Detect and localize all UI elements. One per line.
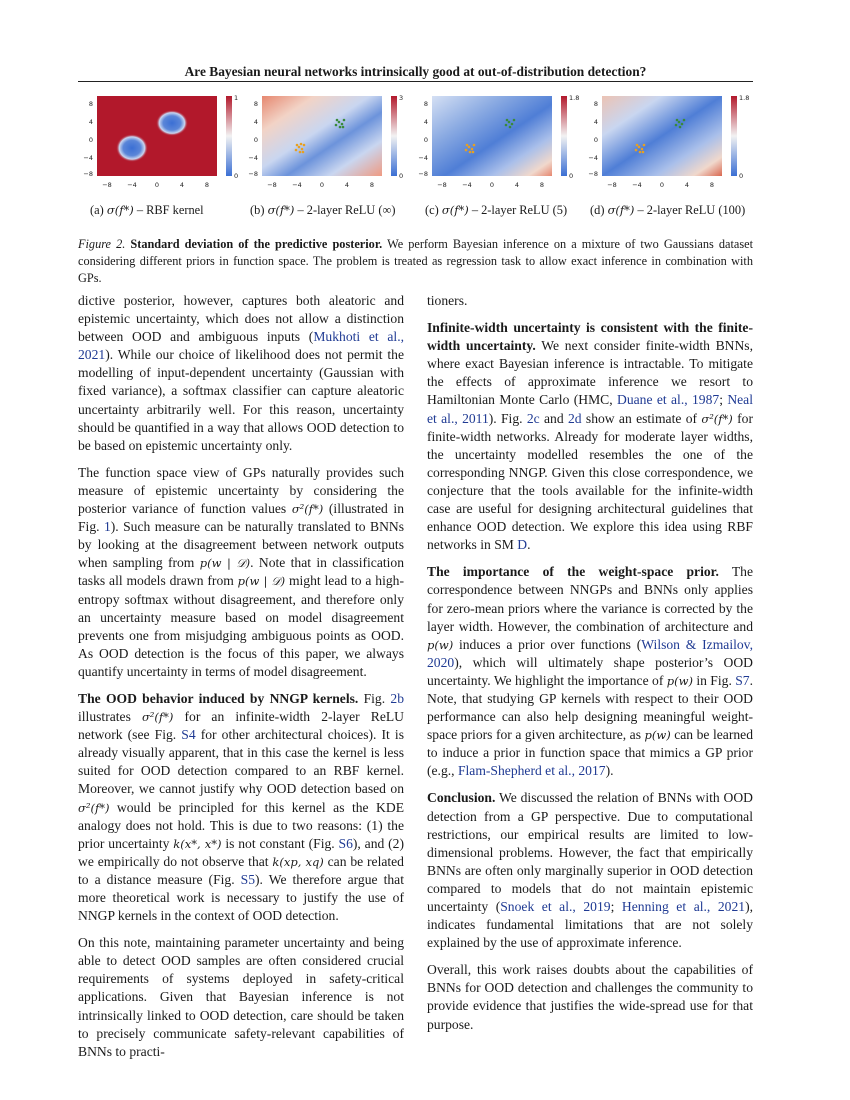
colorbar-max: 1.8 bbox=[569, 94, 580, 102]
citation-link[interactable]: Flam-Shepherd et al., 2017 bbox=[457, 763, 606, 779]
colorbar-min: 0 bbox=[569, 172, 574, 180]
y-tick: 4 bbox=[253, 118, 258, 126]
subcaption-a: (a) σ(f*) – RBF kernel bbox=[90, 203, 204, 217]
y-tick: 4 bbox=[593, 118, 598, 126]
x-tick: 4 bbox=[344, 181, 350, 189]
heatmap-area bbox=[262, 96, 382, 176]
y-tick: −8 bbox=[83, 170, 93, 178]
y-tick: −8 bbox=[248, 170, 258, 178]
paragraph: The importance of the weight-space prior. The correspondence between NNGPs and BNNs only applies for zero-mean priors where the variance is corrected by the layer width. However, the combination of architecture and p(w) induces a prior over functions (Wilson & Izmailov, 2020), which will ultimately shape posterior’s OOD uncertainty. We highlight the importance of p(w) in Fig. S7. Note, that studying GP kernels with respect to their OOD performance can also help designing meaningful weight-space priors for a given architecture, as p(w) can be learned to induce a prior in function space that mimics a GP prior (e.g., Flam-Shepherd et al., 2017). bbox=[427, 564, 754, 779]
left-column bbox=[78, 292, 404, 1070]
y-tick: 0 bbox=[88, 136, 93, 144]
x-tick: −8 bbox=[607, 181, 617, 189]
figure-link[interactable]: S7 bbox=[735, 672, 750, 688]
colorbar-min: 0 bbox=[739, 172, 744, 180]
x-tick: 8 bbox=[709, 181, 715, 189]
paragraph: dictive posterior, however, captures both aleatoric and epistemic uncertainty, which does not allow a distinction between OOD and ambiguous inputs (Mukhoti et al., 2021). While our choice of likelihood does not permit the modelling of input-dependent uncertainty (Gaussian with fixed variance), a softmax classifier can capture aleatoric uncertainty arbitrarily well. For this reason, uncertainty should be quantified in a way that allows OOD detection to be based on epistemic uncertainty only. bbox=[78, 293, 405, 453]
paragraph: tioners. bbox=[427, 293, 468, 308]
x-tick: −4 bbox=[632, 181, 642, 189]
figure-link[interactable]: S4 bbox=[181, 727, 196, 743]
heatmap-area bbox=[97, 96, 217, 176]
y-tick: −8 bbox=[418, 170, 428, 178]
y-tick: −4 bbox=[588, 154, 598, 162]
x-tick: 0 bbox=[319, 181, 325, 189]
paragraph-heading: The OOD behavior induced by NNGP kernels. bbox=[78, 690, 359, 706]
colorbar bbox=[391, 96, 397, 176]
figure-panel-b bbox=[245, 92, 410, 202]
y-tick: −8 bbox=[588, 170, 598, 178]
heatmap-relu-100 bbox=[585, 92, 750, 202]
x-tick: 8 bbox=[369, 181, 375, 189]
heatmap-rbf bbox=[80, 92, 245, 202]
x-tick: −4 bbox=[292, 181, 302, 189]
y-tick: 0 bbox=[253, 136, 258, 144]
x-tick: 8 bbox=[539, 181, 545, 189]
heatmap-relu-5 bbox=[415, 92, 580, 202]
subcaption-d: (d) σ(f*) – 2-layer ReLU (100) bbox=[590, 203, 746, 217]
figure-panel-a bbox=[80, 92, 245, 202]
figure-link[interactable]: 1 bbox=[103, 519, 111, 535]
figure-panel-d bbox=[585, 92, 750, 202]
paragraph: Infinite-width uncertainty is consistent with the finite-width uncertainty. We next consider finite-width BNNs, where exact Bayesian inference is intractable. To mitigate the effects of approximate inference we resort to Hamiltonian Monte Carlo (HMC, Duane et al., 1987; Neal et al., 2011). Fig. 2c and 2d show an estimate of σ²(f*) for finite-width networks. Already for moderate layer widths, the uncertainty modelled resembles the one of the corresponding NNGP. Given this close correspondence, we conjecture that the tools available for the infinite-width case are useful for designing architectural guidelines that enhance OOD detection. We explore this idea using RBF networks in SM D. bbox=[427, 320, 754, 553]
figure-link[interactable]: 2d bbox=[567, 410, 582, 426]
paragraph-heading: The importance of the weight-space prior. bbox=[427, 564, 719, 580]
low-uncertainty-blob bbox=[156, 110, 188, 136]
citation-link[interactable]: Duane et al., 1987 bbox=[617, 392, 720, 408]
heatmap-area bbox=[602, 96, 722, 176]
header-rule bbox=[78, 81, 753, 82]
x-tick: 0 bbox=[154, 181, 160, 189]
x-tick: 4 bbox=[514, 181, 520, 189]
paragraph: The function space view of GPs naturally provides such measure of epistemic uncertainty by considering the posterior variance of function values σ²(f*) (illustrated in Fig. 1). Such measure can be naturally translated to BNNs by looking at the disagreement between network outputs when sampling from p(w | 𝒟). Note that in classification tasks all models drawn from p(w | 𝒟) might lead to a high-entropy softmax without disagreement, and therefore only an uncertainty measure based on model disagreement prevents one from misjudging ambiguous points as OOD. As OOD detection is the focus of this paper, we always quantify uncertainty in terms of model disagreement. bbox=[78, 464, 405, 679]
x-tick: −8 bbox=[102, 181, 112, 189]
colorbar bbox=[731, 96, 737, 176]
section-link[interactable]: D bbox=[517, 537, 528, 553]
x-tick: 4 bbox=[179, 181, 185, 189]
y-tick: 8 bbox=[88, 100, 93, 108]
figure-link[interactable]: S6 bbox=[338, 835, 353, 851]
y-tick: 8 bbox=[253, 100, 258, 108]
y-tick: 8 bbox=[423, 100, 428, 108]
heatmap-area bbox=[432, 96, 552, 176]
heatmap-relu-inf bbox=[245, 92, 410, 202]
figure-link[interactable]: S5 bbox=[240, 871, 256, 887]
running-header: Are Bayesian neural networks intrinsically good at out-of-distribution detection? bbox=[184, 64, 647, 79]
citation-link[interactable]: Neal et al., 2011 bbox=[427, 392, 753, 426]
citation-link[interactable]: Henning et al., 2021 bbox=[621, 899, 746, 914]
colorbar bbox=[226, 96, 232, 176]
low-uncertainty-blob bbox=[116, 134, 148, 162]
figure-link[interactable]: 2c bbox=[526, 410, 540, 426]
y-tick: 4 bbox=[88, 118, 93, 126]
paragraph: On this note, maintaining parameter uncertainty and being able to detect OOD samples are often considered crucial requirements of systems deployed in safety-critical applications. Given that Bayesian inference is not intrinsically linked to OOD detection, care should be taken to precisely communicate safety-relevant capabilities of BNNs to practi- bbox=[78, 935, 404, 1059]
x-tick: 0 bbox=[659, 181, 665, 189]
x-tick: 8 bbox=[204, 181, 210, 189]
colorbar-min: 0 bbox=[399, 172, 404, 180]
colorbar-max: 3 bbox=[399, 94, 404, 102]
colorbar bbox=[561, 96, 567, 176]
colorbar-max: 1 bbox=[234, 94, 239, 102]
y-tick: 4 bbox=[423, 118, 428, 126]
x-tick: −8 bbox=[437, 181, 447, 189]
y-tick: 8 bbox=[593, 100, 598, 108]
x-tick: −4 bbox=[462, 181, 472, 189]
figure-caption: Figure 2. Standard deviation of the predictive posterior. We perform Bayesian inference on a mixture of two Gaussians dataset considering different priors in function space. The problem is treated as regression task to allow exact inference in combination with GPs. bbox=[78, 237, 753, 285]
paragraph: Conclusion. We discussed the relation of BNNs with OOD detection from a GP perspective. Due to computational restrictions, our empirical results are limited to low-dimensional problems. However, the fact that empirically BNNs are often only marginally superior in OOD detection compared to models that do not maintain epistemic uncertainty (Snoek et al., 2019; Henning et al., 2021), indicates fundamental limitations that are not solely explained by the use of approximate inference. bbox=[427, 790, 753, 951]
paragraph: Overall, this work raises doubts about the capabilities of BNNs for OOD detection and challenges the community to provide evidence that justifies the wide-spread use for that purpose. bbox=[427, 962, 753, 1032]
colorbar-min: 0 bbox=[234, 172, 239, 180]
y-tick: 0 bbox=[423, 136, 428, 144]
citation-link[interactable]: Mukhoti et al., 2021 bbox=[78, 329, 405, 363]
subcaption-b: (b) σ(f*) – 2-layer ReLU (∞) bbox=[250, 203, 396, 217]
citation-link[interactable]: Snoek et al., 2019 bbox=[500, 899, 611, 914]
y-tick: 0 bbox=[593, 136, 598, 144]
paragraph: The OOD behavior induced by NNGP kernels. Fig. 2b illustrates σ²(f*) for an infinite-width 2-layer ReLU network (see Fig. S4 for other architectural choices). It is already visually apparent, that in this case the kernel is less suited for OOD detection compared to an RBF kernel. Moreover, we cannot justify why OOD detection based on σ²(f*) would be principled for this kernel as the KDE analogy does not hold. This is due to two reasons: (1) the prior uncertainty k(x*, x*) is not constant (Fig. S6), and (2) we empirically do not observe that k(xp, xq) can be related to a distance measure (Fig. S5). We therefore argue that more theoretical work is necessary to justify the use of NNGP kernels in the context of OOD detection. bbox=[78, 690, 404, 924]
y-tick: −4 bbox=[248, 154, 258, 162]
subcaption-c: (c) σ(f*) – 2-layer ReLU (5) bbox=[425, 203, 568, 217]
x-tick: 4 bbox=[684, 181, 690, 189]
right-column bbox=[427, 292, 753, 1043]
x-tick: −4 bbox=[127, 181, 137, 189]
figure-panel-c bbox=[415, 92, 580, 202]
paragraph-heading: Infinite-width uncertainty is consistent with the finite-width uncertainty. bbox=[427, 320, 753, 354]
x-tick: 0 bbox=[489, 181, 495, 189]
y-tick: −4 bbox=[83, 154, 93, 162]
figure-link[interactable]: 2b bbox=[390, 690, 404, 706]
y-tick: −4 bbox=[418, 154, 428, 162]
citation-link[interactable]: Wilson & Izmailov, 2020 bbox=[427, 636, 753, 670]
x-tick: −8 bbox=[267, 181, 277, 189]
paragraph-heading: Conclusion. bbox=[427, 790, 496, 806]
colorbar-max: 1.8 bbox=[739, 94, 750, 102]
